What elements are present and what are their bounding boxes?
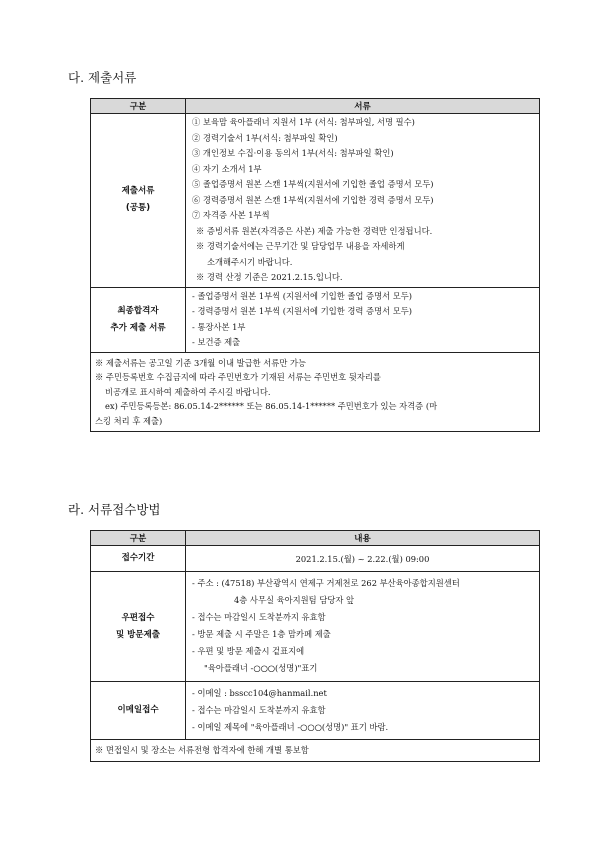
documents-table [90, 98, 540, 432]
list-item: - 보건증 제출 [192, 337, 241, 347]
table-row-footnote [91, 740, 540, 762]
email-cell [186, 682, 540, 740]
footnote: ※ 면접일시 및 장소는 서류전형 합격자에 한해 개별 통보함 [95, 745, 309, 755]
common-label-line2: (공통) [125, 203, 151, 214]
list-item: - 방문 제출 시 주말은 1층 맘카페 제출 [192, 629, 331, 639]
list-item: - 접수는 마감일시 도착분까지 유효함 [192, 705, 326, 715]
table-header-row [91, 531, 540, 546]
table-row-final [91, 287, 540, 352]
list-item: "육아플래너 -○○○(성명)"표기 [204, 663, 318, 673]
list-item: ⑤ 졸업증명서 원본 스캔 1부씩(지원서에 기입한 졸업 증명서 모두) [192, 179, 434, 189]
list-item: ② 경력기술서 1부(서식: 첨부파일 확인) [192, 132, 338, 143]
footnote: 비공개로 표시하여 제출하여 주시길 바랍니다. [105, 386, 271, 397]
note-item: ※ 경력기술서에는 근무기간 및 담당업무 내용을 자세하게 [196, 241, 405, 251]
common-label [91, 114, 186, 288]
final-label-line1: 최종합격자 [117, 305, 159, 316]
list-item: - 졸업증명서 원본 1부씩 (지원서에 기입한 졸업 증명서 모두) [192, 290, 412, 301]
list-item: - 주소 : (47518) 부산광역시 연제구 거제천로 262 부산육아종합지원센터 [192, 578, 460, 588]
list-item: - 경력증명서 원본 1부씩 (지원서에 기입한 경력 증명서 모두) [192, 306, 412, 316]
list-item: - 통장사본 1부 [192, 321, 246, 332]
table-row-period [91, 546, 540, 572]
footnote: ex) 주민등록등본: 86.05.14-2****** 또는 86.05.14-1****** 주민번호가 있는 자격증 (마 [105, 401, 438, 412]
note-item: 소개해주시기 바랍니다. [207, 256, 293, 267]
table-row-common [91, 114, 540, 288]
header-content: 내용 [186, 531, 540, 546]
list-item: ④ 자기 소개서 1부 [192, 163, 262, 174]
list-item: - 접수는 마감일시 도착분까지 유효함 [192, 612, 326, 622]
mail-label-line2: 및 방문제출 [115, 629, 160, 640]
footnote: ※ 주민등록번호 수집금지에 따라 주민번호가 기재된 서류는 주민번호 뒷자리를 [95, 372, 381, 383]
final-label-line2: 추가 제출 서류 [110, 322, 166, 333]
header-category: 구분 [91, 531, 186, 546]
period-value: 2021.2.15.(월) ~ 2.22.(월) 09:00 [186, 546, 540, 572]
table-row-mail [91, 572, 540, 682]
list-item: ⑦ 자격증 사본 1부씩 [192, 210, 270, 220]
final-documents-cell [186, 287, 540, 352]
list-item: - 이메일 제목에 "육아플래너 -○○○(성명)" 표기 바람. [192, 722, 389, 732]
table-row-footnotes [91, 352, 540, 432]
submission-table [90, 530, 540, 762]
footnote: 스킹 처리 후 제출) [95, 415, 163, 426]
list-item: ① 보육맘 육아플래너 지원서 1부 (서식: 첨부파일, 서명 필수) [192, 117, 415, 127]
common-label-line1: 제출서류 [121, 186, 155, 197]
footnotes-cell [91, 352, 540, 432]
mail-cell [186, 572, 540, 682]
list-item: ③ 개인정보 수집·이용 동의서 1부(서식: 첨부파일 확인) [192, 148, 394, 158]
table-header-row [91, 99, 540, 114]
footnote-cell [91, 740, 540, 762]
footnote: ※ 제출서류는 공고일 기준 3개월 이내 발급한 서류만 가능 [95, 357, 307, 368]
list-item: 4층 사무실 육아지원팀 담당자 앞 [234, 595, 355, 605]
list-item: - 우편 및 방문 제출시 겉표지에 [192, 646, 305, 656]
common-documents-cell [186, 114, 540, 288]
mail-label [91, 572, 186, 682]
note-item: ※ 증빙서류 원본(자격증은 사본) 제출 가능한 경력만 인정됩니다. [196, 225, 433, 236]
table-row-email [91, 682, 540, 740]
email-label: 이메일접수 [91, 682, 186, 740]
final-label [91, 287, 186, 352]
section-title-submission: 라. 서류접수방법 [68, 502, 161, 517]
note-item: ※ 경력 산정 기준은 2021.2.15.입니다. [196, 272, 343, 282]
section-title-documents: 다. 제출서류 [68, 70, 137, 85]
list-item: - 이메일 : bsscc104@hanmail.net [192, 688, 327, 698]
header-documents: 서류 [186, 99, 540, 114]
mail-label-line1: 우편접수 [121, 612, 155, 623]
header-category: 구분 [91, 99, 186, 114]
period-label: 접수기간 [91, 546, 186, 572]
list-item: ⑥ 경력증명서 원본 스캔 1부씩(지원서에 기입한 경력 증명서 모두) [192, 194, 434, 205]
